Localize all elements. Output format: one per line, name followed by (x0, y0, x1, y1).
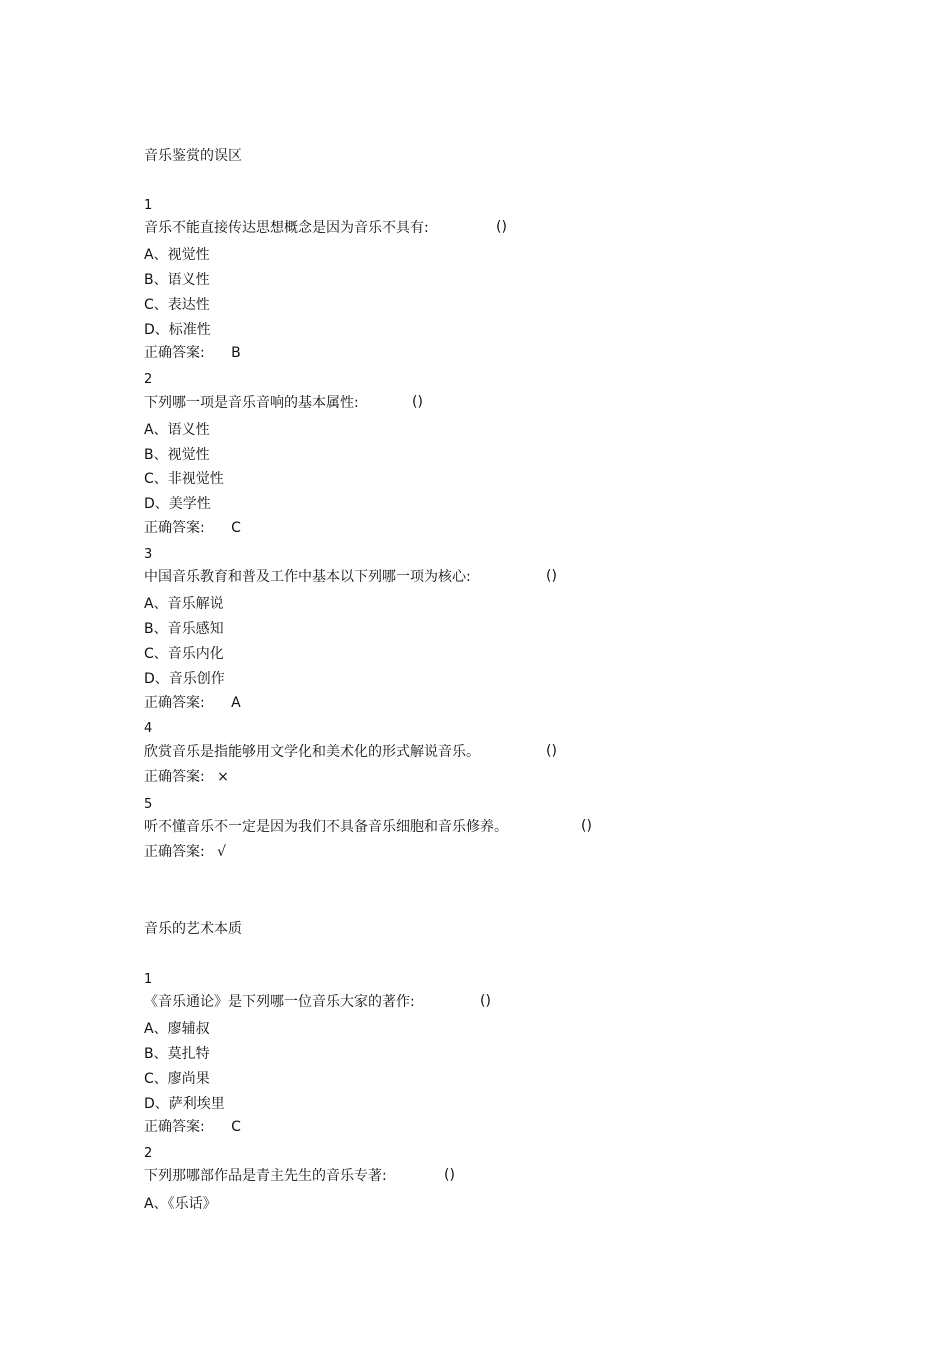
answer-paren: () (546, 743, 557, 759)
answer-paren: () (480, 993, 491, 1009)
question-text (144, 743, 480, 761)
question-stem: 下列哪一项是音乐音响的基本属性: (144, 395, 359, 411)
answer-value: √ (217, 844, 227, 860)
answer-label: 正确答案: (144, 695, 205, 711)
correct-answer (144, 694, 241, 712)
correct-answer (144, 768, 229, 786)
answer-value: B (231, 345, 241, 361)
answer-value: C (231, 520, 241, 536)
option-d: D、标准性 (144, 322, 211, 338)
answer-value: × (217, 769, 229, 785)
option-b: B、莫扎特 (144, 1046, 210, 1062)
question-number: 1 (144, 198, 153, 213)
answer-paren: () (546, 568, 557, 584)
option-a: A、《乐话》 (144, 1196, 217, 1212)
option-a: A、音乐解说 (144, 596, 224, 612)
answer-value: A (231, 695, 241, 711)
correct-answer (144, 344, 241, 362)
option-c: C、廖尚果 (144, 1071, 210, 1087)
correct-answer (144, 843, 226, 861)
question-text (144, 568, 471, 586)
question-stem: 《音乐通论》是下列哪一位音乐大家的著作: (144, 994, 415, 1010)
question-text (144, 219, 429, 237)
section-title: 音乐的艺术本质 (144, 921, 242, 937)
question-text (144, 993, 415, 1011)
answer-paren: () (581, 818, 592, 834)
option-b: B、语义性 (144, 272, 210, 288)
option-c: C、非视觉性 (144, 471, 224, 487)
answer-label: 正确答案: (144, 769, 205, 785)
question-text (144, 1167, 387, 1185)
option-a: A、语义性 (144, 422, 210, 438)
option-a: A、视觉性 (144, 247, 210, 263)
question-stem: 下列那哪部作品是青主先生的音乐专著: (144, 1168, 387, 1184)
question-number: 2 (144, 372, 153, 387)
question-text (144, 818, 508, 836)
question-number: 2 (144, 1146, 153, 1161)
option-a: A、廖辅叔 (144, 1021, 210, 1037)
question-number: 1 (144, 972, 153, 987)
correct-answer (144, 519, 241, 537)
answer-label: 正确答案: (144, 1119, 205, 1135)
answer-paren: () (412, 394, 423, 410)
option-b: B、音乐感知 (144, 621, 224, 637)
answer-paren: () (496, 219, 507, 235)
question-number: 3 (144, 547, 153, 562)
question-stem: 音乐不能直接传达思想概念是因为音乐不具有: (144, 220, 429, 236)
question-text (144, 394, 359, 412)
option-d: D、萨利埃里 (144, 1096, 225, 1112)
answer-label: 正确答案: (144, 520, 205, 536)
question-number: 5 (144, 797, 153, 812)
option-c: C、音乐内化 (144, 646, 224, 662)
question-stem: 欣赏音乐是指能够用文学化和美术化的形式解说音乐。 (144, 744, 480, 760)
answer-value: C (231, 1119, 241, 1135)
answer-label: 正确答案: (144, 844, 205, 860)
correct-answer (144, 1118, 241, 1136)
question-stem: 中国音乐教育和普及工作中基本以下列哪一项为核心: (144, 569, 471, 585)
option-c: C、表达性 (144, 297, 210, 313)
question-number: 4 (144, 721, 153, 736)
option-b: B、视觉性 (144, 447, 210, 463)
section-title: 音乐鉴赏的误区 (144, 148, 242, 164)
answer-paren: () (444, 1167, 455, 1183)
answer-label: 正确答案: (144, 345, 205, 361)
option-d: D、美学性 (144, 496, 211, 512)
question-stem: 听不懂音乐不一定是因为我们不具备音乐细胞和音乐修养。 (144, 819, 508, 835)
option-d: D、音乐创作 (144, 671, 225, 687)
